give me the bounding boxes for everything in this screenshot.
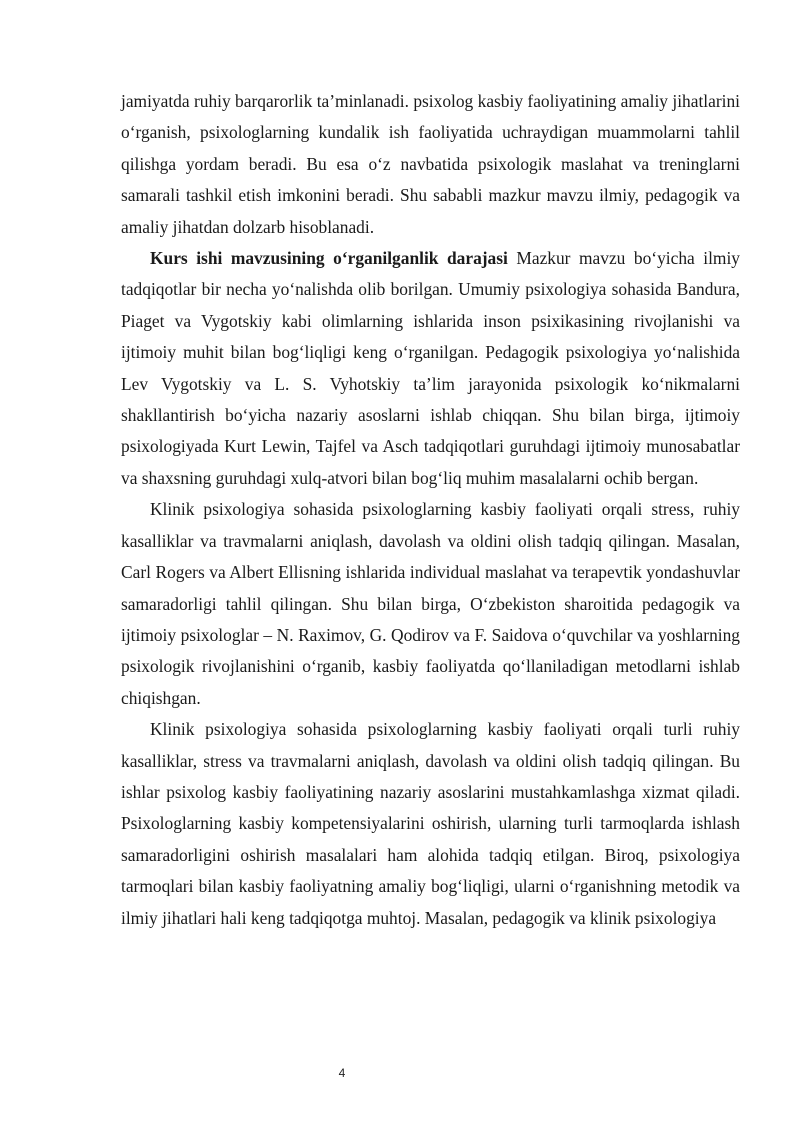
body-text: [121, 86, 740, 934]
paragraph-clinical-2: [121, 714, 740, 934]
paragraph-clinical-1: [121, 494, 740, 714]
paragraph-text: Klinik psixologiya sohasida psixologlarning kasbiy faoliyati orqali turli ruhiy kasalliklar, stress va travmalarni aniqlash, davolash va oldini olish tadqiq qilingan. Bu ishlar psixolog kasbiy faoliyatining nazariy asoslarini mustahkamlashga xizmat qiladi. Psixologlarning kasbiy kompetensiyalarini oshirish, ularning turli tarmoqlarda ishlash samaradorligini oshirish masalalari ham alohida tadqiq etilgan. Biroq, psixologiya tarmoqlari bilan kasbiy faoliyatning amaliy bog‘liqligi, ularni o‘rganishning metodik va ilmiy jihatlari hali keng tadqiqotga muhtoj. Masalan, pedagogik va klinik psixologiya: [121, 719, 740, 928]
paragraph-text: Mazkur mavzu bo‘yicha ilmiy tadqiqotlar bir necha yo‘nalishda olib borilgan. Umumiy psixologiya sohasida Bandura, Piaget va Vygotskiy kabi olimlarning ishlarida inson psixikasining rivojlanishi va ijtimoiy muhit bilan bog‘liqligi keng o‘rganilgan. Pedagogik psixologiya yo‘nalishida Lev Vygotskiy va L. S. Vyhotskiy ta’lim jarayonida psixologik ko‘nikmalarni shakllantirish bo‘yicha nazariy asoslarni ishlab chiqqan. Shu bilan birga, ijtimoiy psixologiyada Kurt Lewin, Tajfel va Asch tadqiqotlari guruhdagi ijtimoiy munosabatlar va shaxsning guruhdagi xulq-atvori bilan bog‘liq muhim masalalarni ochib bergan.: [121, 248, 740, 488]
paragraph-continuation: [121, 86, 740, 243]
paragraph-heading: Kurs ishi mavzusining o‘rganilganlik darajasi: [150, 248, 508, 269]
paragraph-text: Klinik psixologiya sohasida psixologlarning kasbiy faoliyati orqali stress, ruhiy kasalliklar va travmalarni aniqlash, davolash va oldini olish tadqiq qilingan. Masalan, Carl Rogers va Albert Ellisning ishlarida individual maslahat va terapevtik yondashuvlar samaradorligi tahlil qilingan. Shu bilan birga, O‘zbekiston sharoitida pedagogik va ijtimoiy psixologlar – N. Raximov, G. Qodirov va F. Saidova o‘quvchilar va yoshlarning psixologik rivojlanishini o‘rganib, kasbiy faoliyatda qo‘llaniladigan metodlarni ishlab chiqishgan.: [121, 499, 740, 708]
page-number: 4: [338, 1066, 346, 1080]
paragraph-text: jamiyatda ruhiy barqarorlik ta’minlanadi. psixolog kasbiy faoliyatining amaliy jihatlarini o‘rganish, psixologlarning kundalik ish faoliyatida uchraydigan muammolarni tahlil qilishga yordam beradi. Bu esa o‘z navbatida psixologik maslahat va treninglarni samarali tashkil etish imkonini beradi. Shu sababli mazkur mavzu ilmiy, pedagogik va amaliy jihatdan dolzarb hisoblanadi.: [121, 91, 740, 237]
paragraph-study-level: [121, 243, 740, 494]
